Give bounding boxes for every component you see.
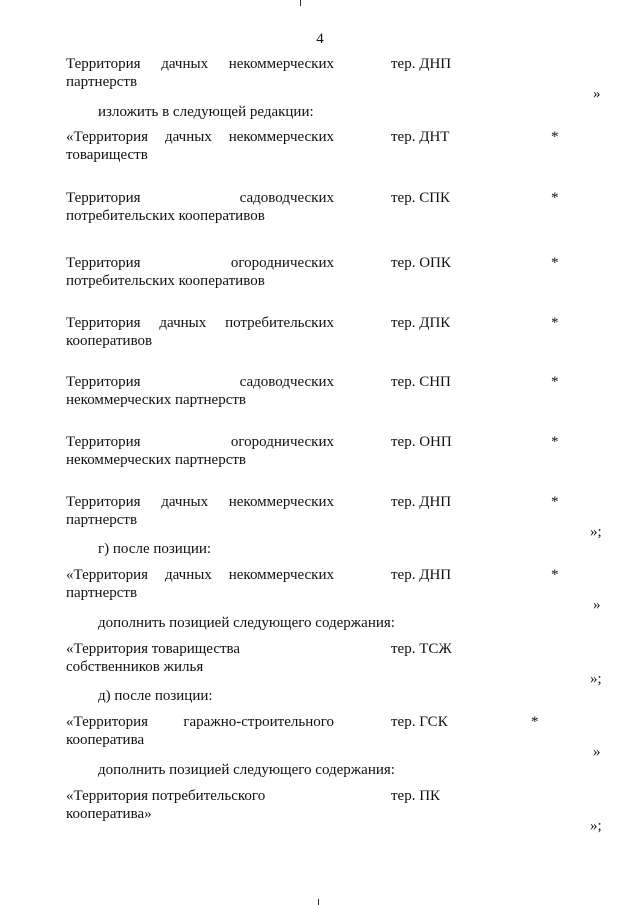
entry-name-word: гаражно-строительного	[183, 714, 334, 730]
entry-name-word: «Территория потребительского	[66, 788, 266, 804]
entry-abbreviation: тер. ТСЖ	[391, 641, 452, 657]
entry-name-line-2: потребительских кооперативов	[66, 273, 265, 289]
entry-name	[66, 128, 334, 164]
entry-asterisk: *	[551, 129, 559, 145]
entry-name-word: Территория	[66, 434, 141, 450]
instruction-add-1: дополнить позицией следующего содержания:	[98, 615, 395, 631]
entry-name	[66, 787, 334, 823]
entry-closing-quote: »	[593, 86, 601, 102]
entry-name-line-1	[66, 713, 334, 731]
entry-name	[66, 254, 334, 290]
entry-name	[66, 314, 334, 350]
entry-name	[66, 713, 334, 749]
entry-name	[66, 433, 334, 469]
entry-name-line-1	[66, 55, 334, 73]
entry-name	[66, 566, 334, 602]
instruction-edit: изложить в следующей редакции:	[98, 104, 314, 120]
entry-abbreviation: тер. ДНП	[391, 494, 452, 510]
entry-name-word: Территория	[66, 494, 141, 510]
entry-name	[66, 373, 334, 409]
entry-name-word: некоммерческих	[228, 567, 334, 583]
entry-abbreviation: тер. ОПК	[391, 255, 451, 271]
entry-name-word: некоммерческих	[228, 494, 334, 510]
scan-mark-bottom	[318, 899, 319, 905]
entry-name-line-1	[66, 128, 334, 146]
page-number: 4	[316, 31, 324, 47]
entry-name-word: дачных	[161, 56, 209, 72]
entry-name-line-1	[66, 189, 334, 207]
entry-name	[66, 640, 334, 676]
entry-name-word: некоммерческих	[228, 129, 334, 145]
entry-name-line-1	[66, 314, 334, 332]
instruction-after-d: д) после позиции:	[98, 688, 213, 704]
entry-abbreviation: тер. СПК	[391, 190, 451, 206]
entry-name-word: потребительских	[225, 315, 334, 331]
entry-name-line-1	[66, 254, 334, 272]
entry-name-line-2: партнерств	[66, 74, 138, 90]
entry-asterisk: *	[551, 190, 559, 206]
entry-name-word: дачных	[161, 494, 209, 510]
entry-name-line-1	[66, 640, 334, 658]
entry-abbreviation: тер. ОНП	[391, 434, 452, 450]
entry-name-line-2: партнерств	[66, 585, 138, 601]
instruction-add-2: дополнить позицией следующего содержания:	[98, 762, 395, 778]
entry-name-line-1	[66, 493, 334, 511]
instruction-after-g: г) после позиции:	[98, 541, 212, 557]
entry-closing-quote: »	[593, 597, 601, 613]
entry-name-line-2: кооперативов	[66, 333, 153, 349]
entry-name-word: Территория	[66, 255, 141, 271]
entry-name-word: дачных	[164, 129, 212, 145]
entry-name-word: огороднических	[230, 434, 334, 450]
entry-name-word: дачных	[164, 567, 212, 583]
entry-abbreviation: тер. ДНП	[391, 56, 452, 72]
entry-name-word: Территория	[66, 315, 141, 331]
entry-name-word: «Территория	[66, 714, 149, 730]
entry-name-line-2: кооператива»	[66, 806, 152, 822]
scan-mark-top	[300, 0, 301, 6]
entry-name-word: «Территория	[66, 129, 149, 145]
entry-abbreviation: тер. ДНТ	[391, 129, 450, 145]
entry-asterisk: *	[551, 255, 559, 271]
entry-asterisk: *	[551, 567, 559, 583]
entry-name-line-1	[66, 566, 334, 584]
entry-asterisk: *	[551, 494, 559, 510]
entry-closing-quote: »;	[590, 524, 602, 540]
entry-asterisk: *	[551, 315, 559, 331]
entry-abbreviation: тер. СНП	[391, 374, 451, 390]
entry-name	[66, 55, 334, 91]
entry-asterisk: *	[551, 434, 559, 450]
entry-name-line-2: некоммерческих партнерств	[66, 392, 247, 408]
entry-abbreviation: тер. ГСК	[391, 714, 448, 730]
entry-name-word: некоммерческих	[228, 56, 334, 72]
entry-abbreviation: тер. ДПК	[391, 315, 451, 331]
entry-name-line-2: партнерств	[66, 512, 138, 528]
entry-closing-quote: »;	[590, 818, 602, 834]
entry-name-word: Территория	[66, 190, 141, 206]
entry-asterisk: *	[551, 374, 559, 390]
entry-name-word: «Территория	[66, 567, 149, 583]
entry-name-line-2: кооператива	[66, 732, 145, 748]
entry-name-line-2: товариществ	[66, 147, 148, 163]
entry-name-word: Территория	[66, 374, 141, 390]
entry-closing-quote: »	[593, 744, 601, 760]
entry-abbreviation: тер. ДНП	[391, 567, 452, 583]
entry-name-word: дачных	[159, 315, 207, 331]
entry-name-line-2: потребительских кооперативов	[66, 208, 265, 224]
entry-name-word: садоводческих	[239, 190, 334, 206]
entry-asterisk: *	[531, 714, 539, 730]
entry-name	[66, 493, 334, 529]
entry-name-word: огороднических	[230, 255, 334, 271]
entry-name-word: Территория	[66, 56, 141, 72]
entry-closing-quote: »;	[590, 671, 602, 687]
entry-name-word: «Территория товарищества	[66, 641, 241, 657]
entry-name-line-1	[66, 433, 334, 451]
entry-name	[66, 189, 334, 225]
entry-name-line-2: собственников жилья	[66, 659, 204, 675]
entry-abbreviation: тер. ПК	[391, 788, 441, 804]
entry-name-line-1	[66, 787, 334, 805]
entry-name-word: садоводческих	[239, 374, 334, 390]
entry-name-line-2: некоммерческих партнерств	[66, 452, 247, 468]
entry-name-line-1	[66, 373, 334, 391]
